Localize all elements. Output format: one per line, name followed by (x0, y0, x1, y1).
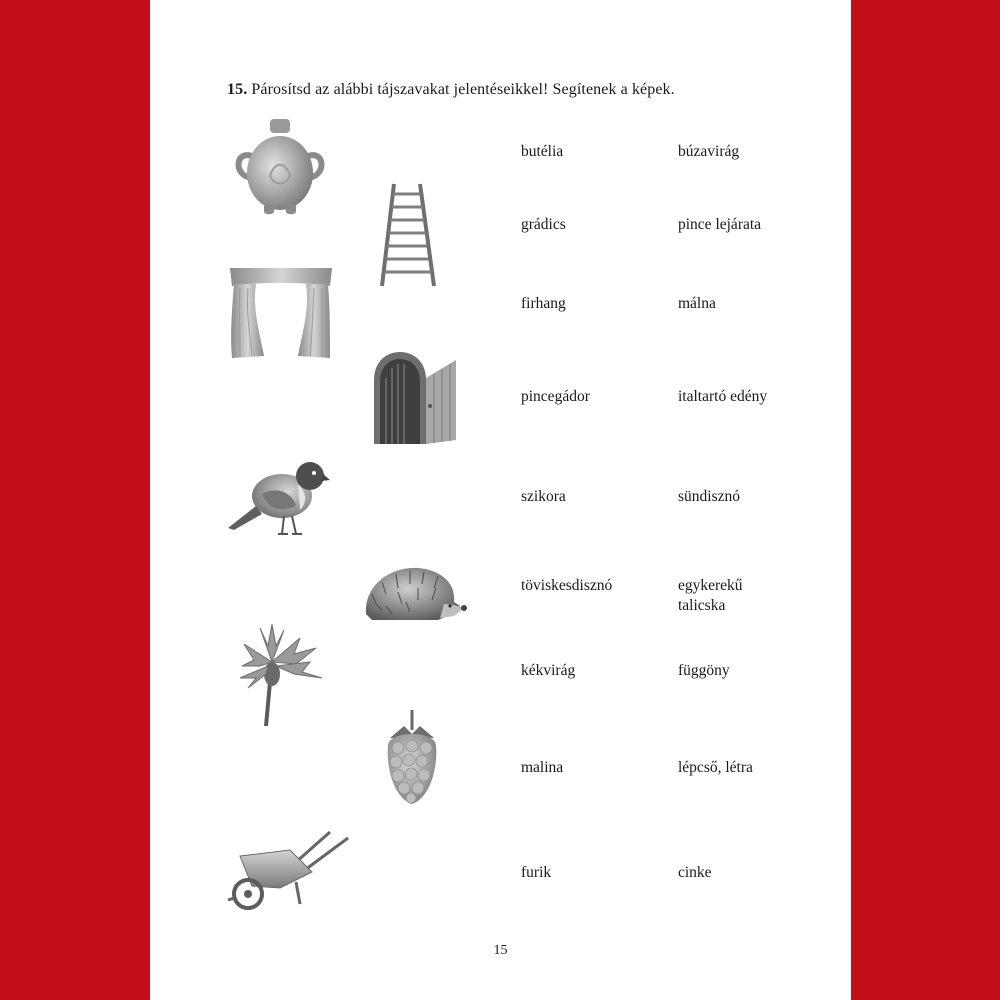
dialect-word: butélia (521, 143, 564, 160)
dialect-word: firhang (521, 295, 566, 312)
dialect-word: kékvirág (521, 662, 576, 679)
meaning-word: lépcső, létra (678, 759, 753, 776)
wheelbarrow-icon (226, 828, 350, 914)
dialect-word: grádics (521, 216, 566, 233)
curtain-icon (226, 264, 336, 362)
dialect-word: furik (521, 864, 552, 881)
meaning-word: búzavirág (678, 143, 740, 160)
jug-icon (230, 116, 330, 218)
workbook-page (150, 0, 851, 1000)
dialect-word: pincegádor (521, 388, 590, 405)
meaning-word: pince lejárata (678, 216, 762, 233)
dialect-word: szikora (521, 488, 566, 505)
meaning-word: sündisznó (678, 488, 740, 505)
raspberry-icon (382, 708, 442, 808)
meaning-word: cinke (678, 864, 712, 881)
task-instruction (227, 81, 675, 99)
bird-icon (226, 456, 332, 540)
dialect-word: malina (521, 759, 564, 776)
page-number: 15 (493, 943, 508, 958)
dialect-word: töviskesdisznó (521, 577, 613, 594)
meaning-word: függöny (678, 662, 730, 679)
ladder-icon (378, 182, 438, 288)
meaning-word: egykerekű talicska (678, 577, 743, 614)
meaning-word: italtartó edény (678, 388, 768, 405)
cornflower-icon (238, 622, 324, 728)
meaning-word: málna (678, 295, 716, 312)
hedgehog-icon (362, 564, 468, 626)
cellar-door-icon (370, 350, 460, 448)
task-number: 15. (227, 81, 248, 98)
task-text: Párosítsd az alábbi tájszavakat jelentéseikkel! Segítenek a képek. (251, 81, 675, 98)
